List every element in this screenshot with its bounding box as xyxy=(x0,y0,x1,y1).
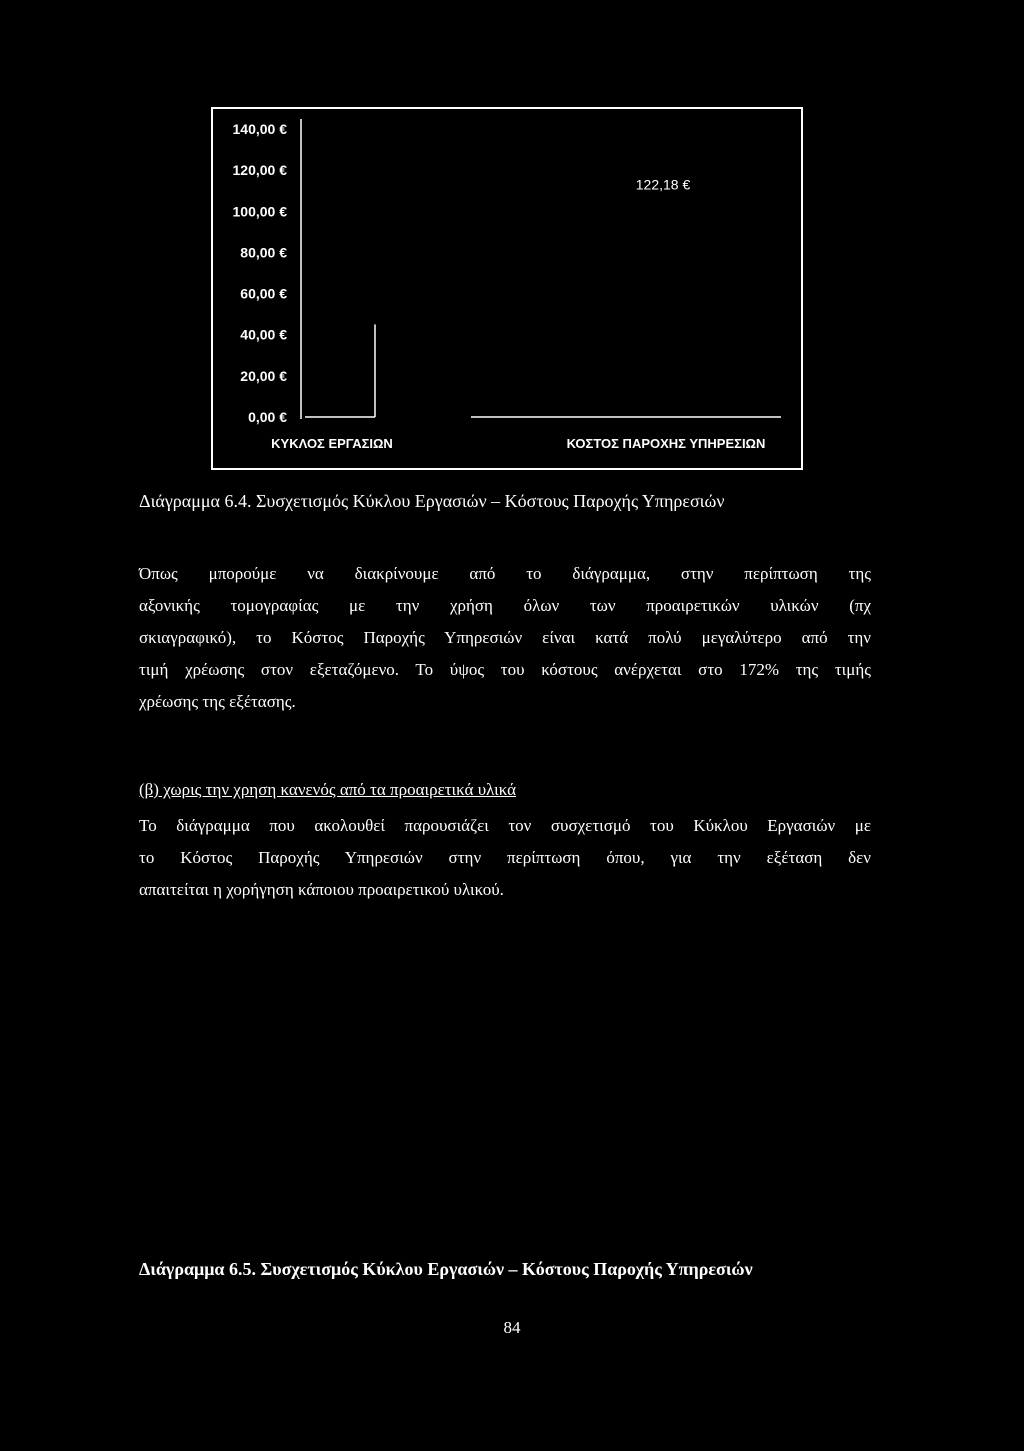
chart-svg xyxy=(213,109,801,468)
bar xyxy=(471,166,781,417)
paragraph-2 xyxy=(139,810,871,906)
paragraph-line: αξονικής τομογραφίας με την χρήση όλων των προαιρετικών υλικών (πχ xyxy=(139,596,871,615)
bar-chart xyxy=(211,107,803,470)
paragraph-line: Όπως μπορούμε να διακρίνουμε από το διάγραμμα, στην περίπτωση της xyxy=(139,564,871,583)
category-label: ΚΥΚΛΟΣ ΕΡΓΑΣΙΩΝ xyxy=(271,436,393,451)
paragraph-line: τιμή χρέωσης στον εξεταζόμενο. Το ύψος του κόστους ανέρχεται στο 172% της τιμής xyxy=(139,660,871,679)
figure-caption-6-4: Διάγραμμα 6.4. Συσχετισμός Κύκλου Εργασιών – Κόστους Παροχής Υπηρεσιών xyxy=(139,491,725,511)
y-tick-label: 40,00 € xyxy=(240,326,287,343)
paragraph-line: το Κόστος Παροχής Υπηρεσιών στην περίπτωση όπου, για την εξέταση δεν xyxy=(139,848,871,867)
bars xyxy=(305,166,781,417)
paragraph-line: χρέωσης της εξέτασης. xyxy=(139,692,296,711)
y-tick-label: 60,00 € xyxy=(240,285,287,302)
figure-caption-6-5: Διάγραμμα 6.5. Συσχετισμός Κύκλου Εργασιών – Κόστους Παροχής Υπηρεσιών xyxy=(139,1259,753,1279)
y-tick-label: 20,00 € xyxy=(240,367,287,384)
subheading: (β) χωρις την χρηση κανενός από τα προαιρετικά υλικά xyxy=(139,780,517,799)
paragraph-line: σκιαγραφικό), το Κόστος Παροχής Υπηρεσιών είναι κατά πολύ μεγαλύτερο από την xyxy=(139,628,871,647)
y-tick-label: 140,00 € xyxy=(232,121,287,137)
y-tick-label: 120,00 € xyxy=(232,162,287,179)
category-labels xyxy=(271,436,765,451)
y-tick-label: 0,00 € xyxy=(248,409,287,425)
y-tick-label: 80,00 € xyxy=(240,244,287,261)
paragraph-line: Το διάγραμμα που ακολουθεί παρουσιάζει τον συσχετισμό του Κύκλου Εργασιών με xyxy=(139,816,871,835)
category-label: ΚΟΣΤΟΣ ΠΑΡΟΧΗΣ ΥΠΗΡΕΣΙΩΝ xyxy=(566,436,766,451)
paragraph-line: απαιτείται η χορήγηση κάποιου προαιρετικού υλικού. xyxy=(139,880,504,899)
y-axis-ticks xyxy=(233,121,288,425)
data-label: 122,18 € xyxy=(635,176,691,193)
bar xyxy=(305,324,375,417)
page-number: 84 xyxy=(503,1318,521,1337)
paragraph-1 xyxy=(139,558,871,718)
y-tick-label: 100,00 € xyxy=(232,203,287,220)
